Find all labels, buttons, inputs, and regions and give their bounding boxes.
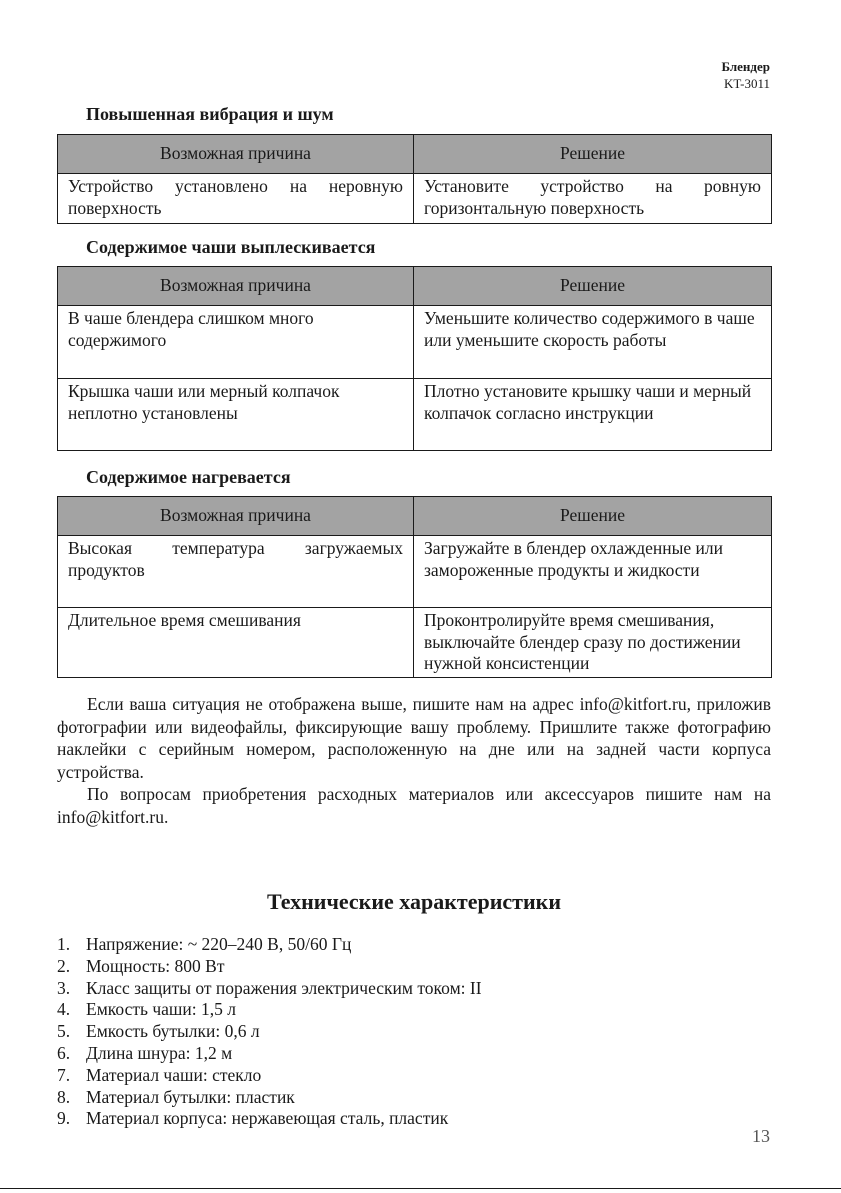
specs-list bbox=[57, 934, 482, 1130]
bottom-divider bbox=[0, 1188, 841, 1189]
spec-text: Материал корпуса: нержавеющая сталь, пластик bbox=[86, 1108, 449, 1129]
section-title-splashing: Содержимое чаши выплескивается bbox=[86, 237, 376, 257]
cause-cell: Крышка чаши или мерный колпачок неплотно установлены bbox=[58, 379, 414, 451]
list-item bbox=[57, 1065, 482, 1087]
table-row bbox=[58, 306, 772, 379]
list-item bbox=[57, 956, 482, 978]
contact-paragraph-text: Если ваша ситуация не отображена выше, пишите нам на адрес info@kitfort.ru, приложив фотографии или видеофайлы, фиксирующие вашу проблему. Пришлите также фотографию наклейки с серийным номером, расположенную на дне или на задней части корпуса устройства. bbox=[57, 694, 771, 782]
spec-number: 6. bbox=[57, 1042, 71, 1063]
spec-number: 4. bbox=[57, 999, 71, 1020]
header-product: Блендер bbox=[721, 59, 770, 74]
accessories-paragraph bbox=[57, 783, 771, 828]
section-title-vibration: Повышенная вибрация и шум bbox=[86, 104, 334, 124]
solution-cell: Установите устройство на ровную горизонтальную поверхность bbox=[414, 174, 772, 224]
spec-text: Материал бутылки: пластик bbox=[86, 1086, 295, 1107]
spec-text: Длина шнура: 1,2 м bbox=[86, 1042, 233, 1063]
spec-number: 7. bbox=[57, 1064, 71, 1085]
column-header-solution: Решение bbox=[414, 267, 772, 306]
solution-cell: Загружайте в блендер охлажденные или замороженные продукты и жидкости bbox=[414, 536, 772, 608]
spec-number: 5. bbox=[57, 1021, 71, 1042]
contact-paragraph bbox=[57, 693, 771, 783]
list-item bbox=[57, 1108, 482, 1130]
column-header-solution: Решение bbox=[414, 497, 772, 536]
cause-cell: В чаше блендера слишком много содержимого bbox=[58, 306, 414, 379]
spec-text: Материал чаши: стекло bbox=[86, 1064, 262, 1085]
table-row bbox=[58, 608, 772, 678]
spec-number: 2. bbox=[57, 955, 71, 976]
column-header-solution: Решение bbox=[414, 135, 772, 174]
troubleshooting-table-splashing bbox=[57, 266, 772, 451]
section-title-heating: Содержимое нагревается bbox=[86, 467, 291, 487]
list-item bbox=[57, 1043, 482, 1065]
accessories-paragraph-text: По вопросам приобретения расходных материалов или аксессуаров пишите нам на info@kitfort.ru. bbox=[57, 784, 771, 827]
spec-text: Напряжение: ~ 220–240 В, 50/60 Гц bbox=[86, 934, 352, 954]
column-header-cause: Возможная причина bbox=[58, 497, 414, 536]
specs-title: Технические характеристики bbox=[266, 889, 562, 914]
column-header-cause: Возможная причина bbox=[58, 135, 414, 174]
solution-cell: Проконтролируйте время смешивания, выключайте блендер сразу по достижении нужной консистенции bbox=[414, 608, 772, 678]
solution-cell: Уменьшите количество содержимого в чаше или уменьшите скорость работы bbox=[414, 306, 772, 379]
spec-number: 8. bbox=[57, 1086, 71, 1107]
table-row bbox=[58, 536, 772, 608]
page-header bbox=[721, 58, 770, 92]
list-item bbox=[57, 934, 482, 956]
list-item bbox=[57, 978, 482, 1000]
spec-text: Класс защиты от поражения электрическим током: II bbox=[86, 977, 482, 998]
cause-cell: Длительное время смешивания bbox=[58, 608, 414, 678]
solution-cell: Плотно установите крышку чаши и мерный колпачок согласно инструкции bbox=[414, 379, 772, 451]
spec-text: Емкость бутылки: 0,6 л bbox=[86, 1021, 260, 1042]
table-row bbox=[58, 379, 772, 451]
column-header-cause: Возможная причина bbox=[58, 267, 414, 306]
spec-text: Емкость чаши: 1,5 л bbox=[86, 999, 236, 1020]
spec-number: 9. bbox=[57, 1108, 71, 1129]
troubleshooting-table-heating bbox=[57, 496, 772, 678]
list-item bbox=[57, 999, 482, 1021]
page-number: 13 bbox=[752, 1126, 770, 1146]
header-model: KT-3011 bbox=[724, 76, 770, 91]
spec-number: 3. bbox=[57, 977, 71, 998]
cause-cell: Высокая температура загружаемых продуктов bbox=[58, 536, 414, 608]
list-item bbox=[57, 1087, 482, 1109]
table-row bbox=[58, 174, 772, 224]
troubleshooting-table-vibration bbox=[57, 134, 772, 224]
spec-text: Мощность: 800 Вт bbox=[86, 955, 225, 976]
list-item bbox=[57, 1021, 482, 1043]
cause-cell: Устройство установлено на неровную поверхность bbox=[58, 174, 414, 224]
spec-number: 1. bbox=[57, 934, 71, 954]
